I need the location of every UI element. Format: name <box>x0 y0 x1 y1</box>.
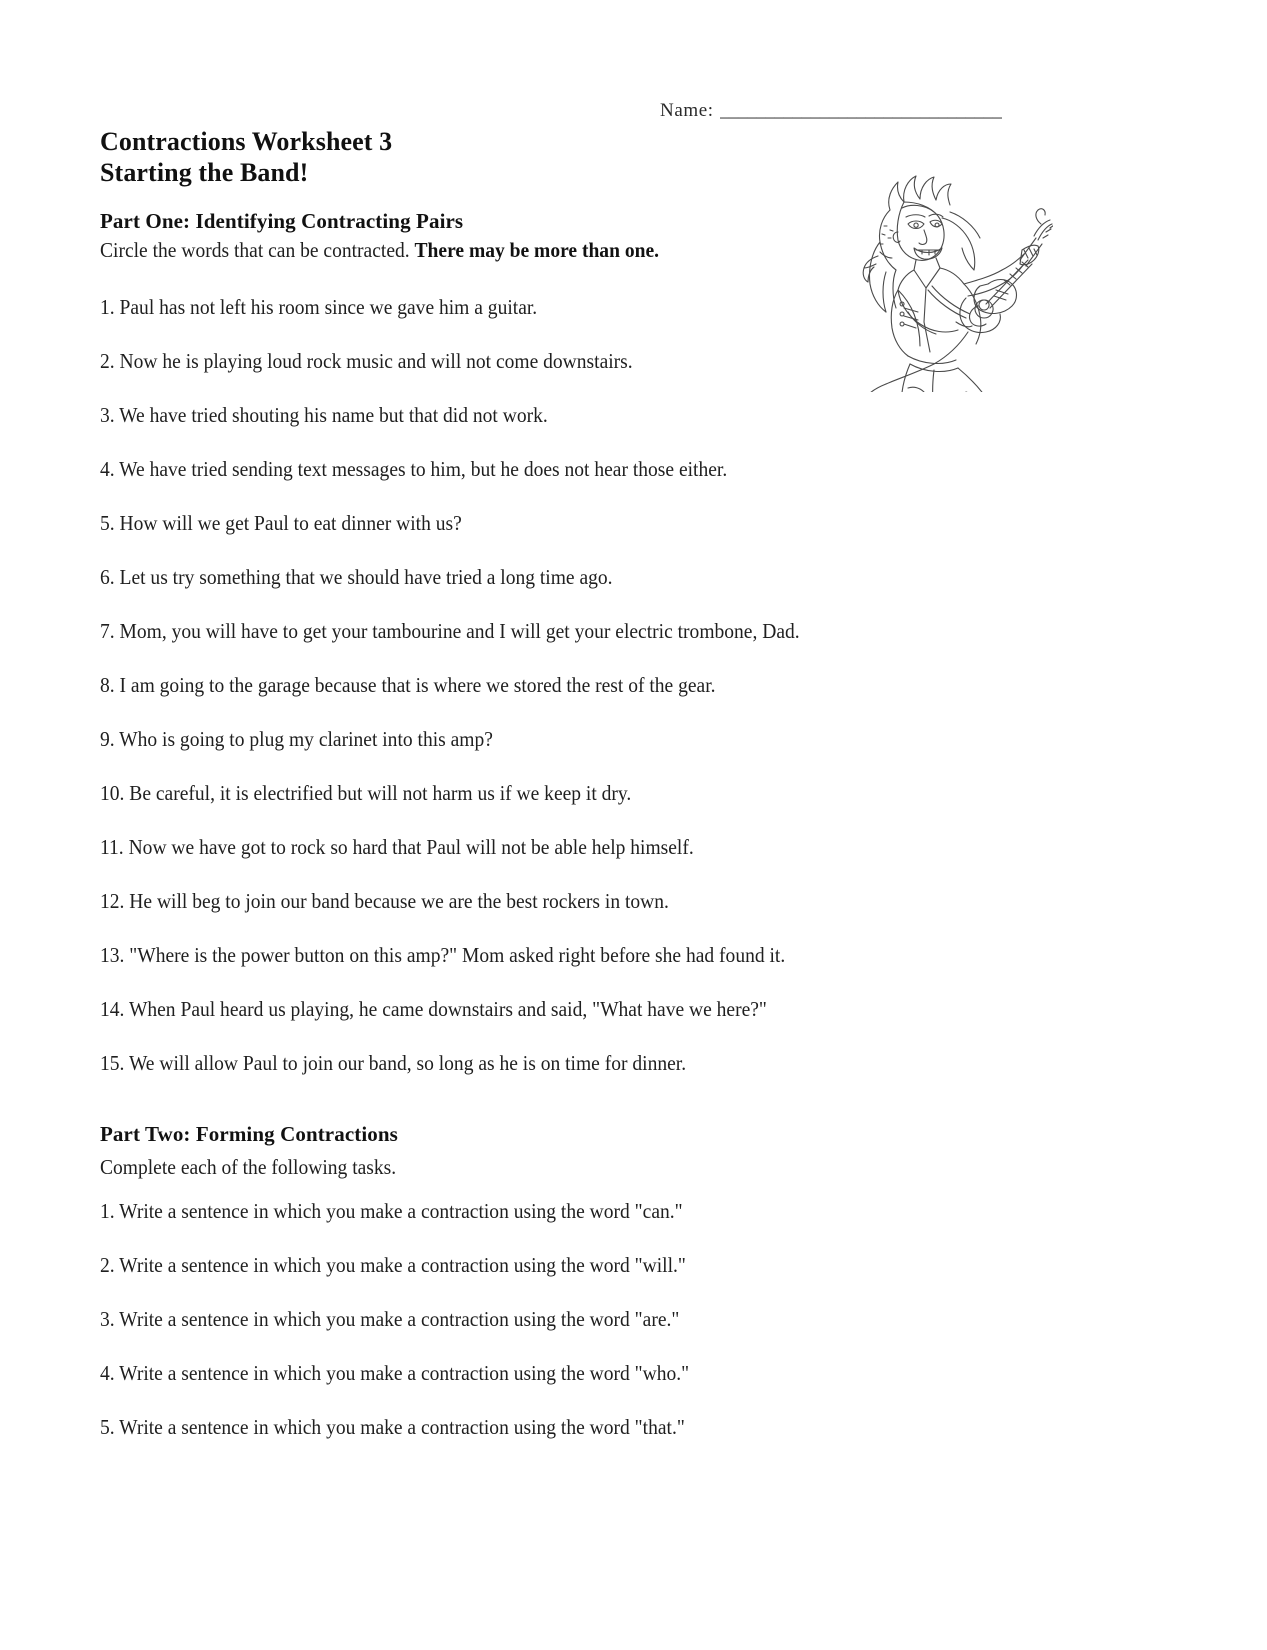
list-item[interactable]: 3. We have tried shouting his name but that did not work. <box>100 403 548 427</box>
list-item[interactable]: 6. Let us try something that we should have tried a long time ago. <box>100 565 613 589</box>
part-two-heading: Part Two: Forming Contractions <box>100 1122 398 1146</box>
name-label: Name: <box>660 100 714 121</box>
list-item[interactable]: 3. Write a sentence in which you make a contraction using the word "are." <box>100 1307 680 1331</box>
list-item[interactable]: 12. He will beg to join our band because we are the best rockers in town. <box>100 889 669 913</box>
part-one-instruction <box>100 235 788 265</box>
part-two-task-list <box>100 1200 1000 1470</box>
part-two-section-header <box>100 1120 1000 1182</box>
worksheet-title: Contractions Worksheet 3 <box>100 127 393 156</box>
part-two-instruction: Complete each of the following tasks. <box>100 1155 397 1179</box>
list-item[interactable]: 1. Write a sentence in which you make a contraction using the word "can." <box>100 1199 683 1223</box>
list-item[interactable]: 9. Who is going to plug my clarinet into this amp? <box>100 727 493 751</box>
list-item[interactable]: 1. Paul has not left his room since we gave him a guitar. <box>100 295 538 319</box>
part-one-section-header <box>100 208 840 265</box>
name-input-line[interactable]: _______________________________ <box>719 100 1002 121</box>
list-item[interactable]: 14. When Paul heard us playing, he came downstairs and said, "What have we here?" <box>100 997 767 1021</box>
list-item[interactable]: 4. Write a sentence in which you make a contraction using the word "who." <box>100 1361 690 1385</box>
part-one-instruction-emphasis: There may be more than one. <box>414 238 660 262</box>
list-item[interactable]: 11. Now we have got to rock so hard that Paul will not be able help himself. <box>100 835 694 859</box>
worksheet-subtitle: Starting the Band! <box>100 158 309 187</box>
part-one-question-list <box>100 296 1140 1106</box>
list-item[interactable]: 8. I am going to the garage because that is where we stored the rest of the gear. <box>100 673 716 697</box>
list-item[interactable]: 7. Mom, you will have to get your tambourine and I will get your electric trombone, Dad. <box>100 619 800 643</box>
list-item[interactable]: 10. Be careful, it is electrified but will not harm us if we keep it dry. <box>100 781 632 805</box>
list-item[interactable]: 2. Write a sentence in which you make a contraction using the word "will." <box>100 1253 686 1277</box>
list-item[interactable]: 15. We will allow Paul to join our band, so long as he is on time for dinner. <box>100 1051 687 1075</box>
list-item[interactable]: 5. How will we get Paul to eat dinner with us? <box>100 511 462 535</box>
page-title <box>100 126 820 188</box>
list-item[interactable]: 5. Write a sentence in which you make a contraction using the word "that." <box>100 1415 685 1439</box>
list-item[interactable]: 2. Now he is playing loud rock music and will not come downstairs. <box>100 349 633 373</box>
name-field-row <box>660 100 1002 122</box>
list-item[interactable]: 4. We have tried sending text messages to him, but he does not hear those either. <box>100 457 728 481</box>
rock-guitarist-icon <box>838 172 1053 392</box>
part-one-heading: Part One: Identifying Contracting Pairs <box>100 209 464 233</box>
part-one-instruction-plain: Circle the words that can be contracted. <box>100 238 410 262</box>
list-item[interactable]: 13. "Where is the power button on this amp?" Mom asked right before she had found it. <box>100 943 786 967</box>
